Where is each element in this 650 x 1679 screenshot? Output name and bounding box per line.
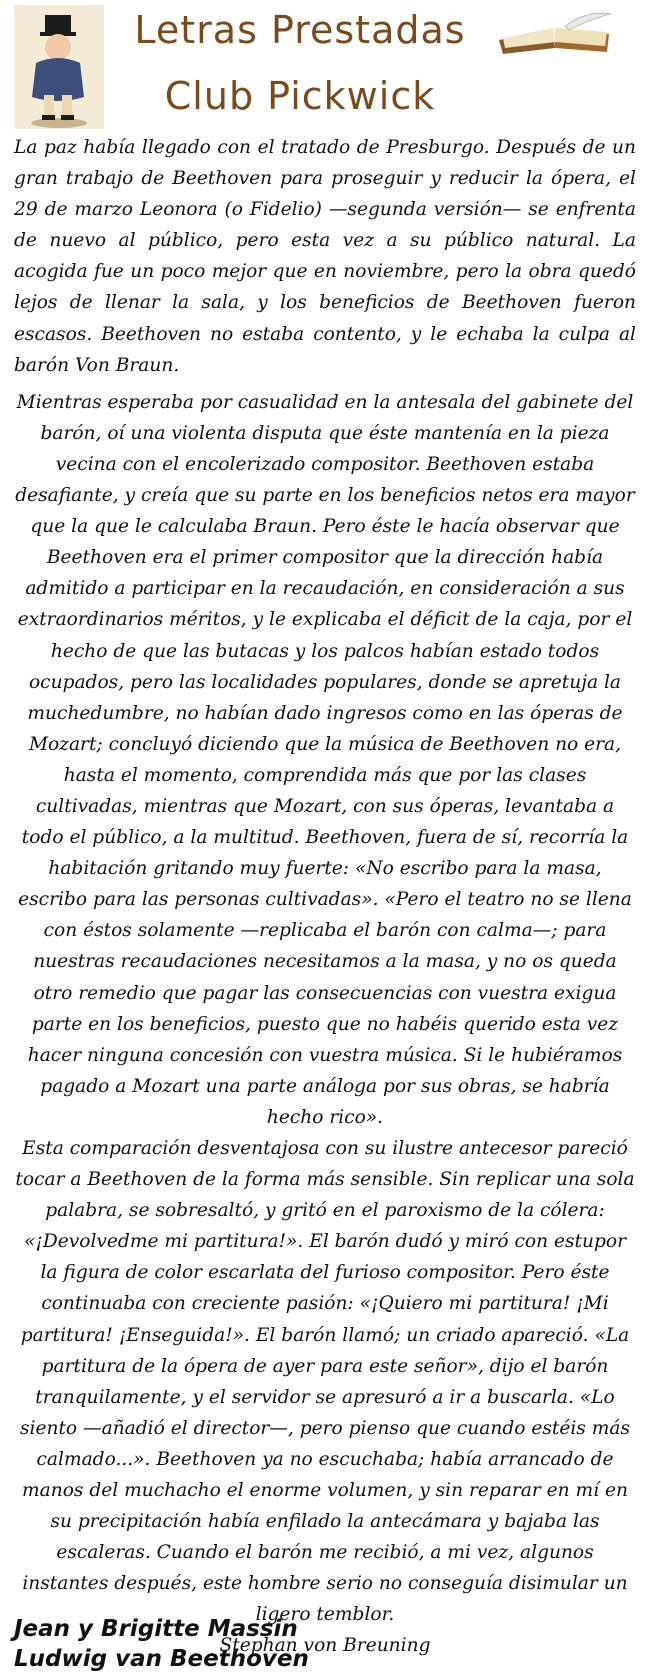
- paragraph-3: Esta comparación desventajosa con su ilustre antecesor pareció tocar a Beethoven de la forma más sensible. Sin replicar una sola palabra, se sobresaltó, y gritó en el paroxismo de la cólera: «¡Devolvedme mi partitura!». El barón dudó y miró con estupor la figura de color escarlata del furioso compositor. Pero éste continuaba con creciente pasión: «¡Quiero mi partitura! ¡Mi partitura! ¡Enseguida!». El barón llamó; un criado apareció. «La partitura de la ópera de ayer para este señor», dijo el barón tranquilamente, y el servidor se apresuró a ir a buscarla. «Lo siento —añadió el director—, pero pienso que cuando estéis más calmado...». Beethoven ya no escuchaba; había arrancado de manos del muchacho el enorme volumen, y sin reparar en mí en su precipitación había enfilado la antecámara y bajaba las escaleras. Cuando el barón me recibió, a mi vez, algunos instantes después, este hombre serio no conseguía disimular un ligero temblor.: [15, 1138, 635, 1626]
- article-body: [14, 132, 636, 1661]
- header-title-line1: Letras Prestadas: [134, 8, 466, 52]
- paragraph-1: La paz había llegado con el tratado de Presburgo. Después de un gran trabajo de Beethoven para proseguir y reducir la ópera, el 29 de marzo Leonora (o Fidelio) —segunda versión— se enfrenta de nuevo al público, pero esta vez a su público natural. La acogida fue un poco mejor que en noviembre, pero la obra quedó lejos de llenar la sala, y los beneficios de Beethoven fueron escasos. Beethoven no estaba contento, y le echaba la culpa al barón Von Braun.: [14, 137, 636, 376]
- pickwick-illustration: [14, 5, 104, 129]
- open-book-quill-icon: [495, 8, 615, 58]
- book-credits: [14, 1614, 309, 1674]
- paragraph-2: Mientras esperaba por casualidad en la antesala del gabinete del barón, oí una violenta disputa que éste mantenía en la pieza vecina con el encolerizado compositor. Beethoven estaba desafiante, y creía que su parte en los beneficios netos era mayor que la que le calculaba Braun. Pero éste le hacía observar que Beethoven era el primer compositor que la dirección había admitido a participar en la recaudación, en consideración a sus extraordinarios méritos, y le explicaba el déficit de la caja, por el hecho de que las butacas y los palcos habían estado todos ocupados, pero las localidades populares, donde se apretuja la muchedumbre, no habían dado ingresos como en las óperas de Mozart; concluyó diciendo que la música de Beethoven no era, hasta el momento, comprendida más que por las clases cultivadas, mientras que Mozart, con sus óperas, levantaba a todo el público, a la multitud. Beethoven, fuera de sí, recorría la habitación gritando muy fuerte: «No escribo para la masa, escribo para las personas cultivadas». «Pero el teatro no se llena con éstos solamente —replicaba el barón con calma—; para nuestras recaudaciones necesitamos a la masa, y no os queda otro remedio que pagar las consecuencias con vuestra exigua parte en los beneficios, puesto que no habéis querido esta vez hacer ninguna concesión con vuestra música. Si le hubiéramos pagado a Mozart una parte análoga por sus obras, se habría hecho rico».: [15, 391, 635, 1128]
- credits-book-title: Ludwig van Beethoven: [14, 1646, 309, 1672]
- header-title-line2: Club Pickwick: [164, 74, 436, 118]
- signature: Stephan von Breuning: [219, 1634, 431, 1656]
- credits-authors: Jean y Brigitte Massin: [14, 1616, 298, 1642]
- page-header: [0, 0, 650, 132]
